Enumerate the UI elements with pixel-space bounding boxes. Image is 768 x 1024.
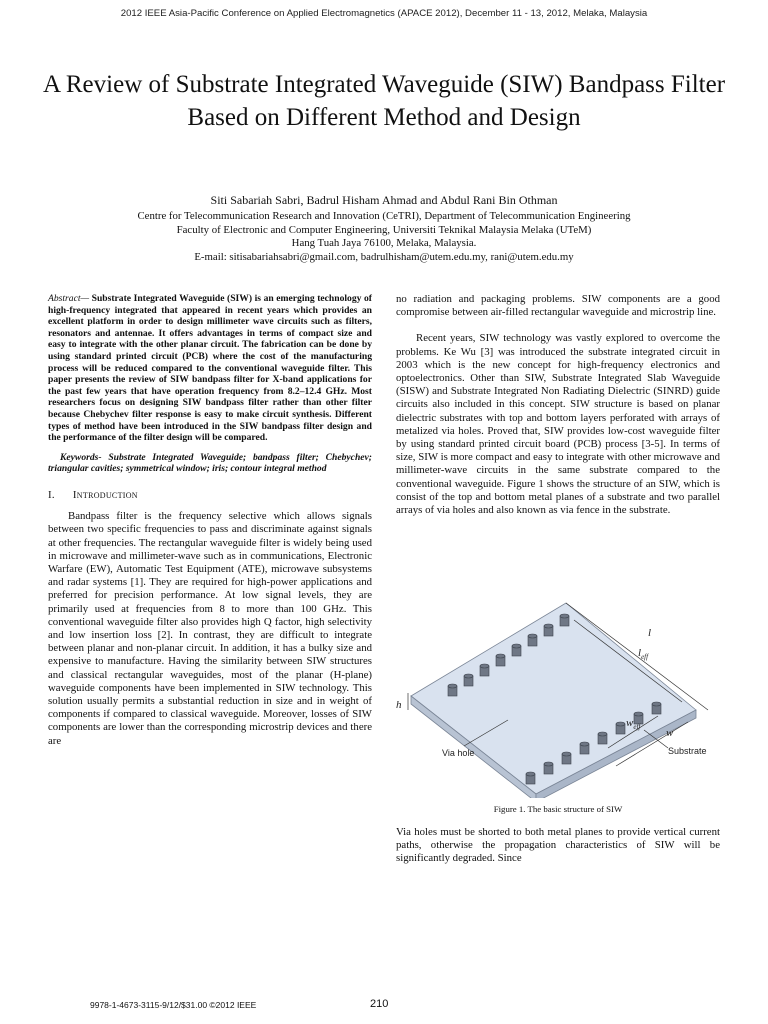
affiliation-line: Faculty of Electronic and Computer Engineering, Universiti Teknikal Malaysia Melaka (UTeM) — [176, 223, 592, 236]
effective-length-label: $l_{eff}$ — [638, 647, 649, 661]
paper-title: A Review of Substrate Integrated Waveguide (SIW) Bandpass Filter Based on Different Method and Design — [42, 71, 726, 131]
abstract-label: Abstract— — [48, 293, 90, 304]
affiliation-email: E-mail: sitisabariahsabri@gmail.com, badrulhisham@utem.edu.my, rani@utem.edu.my — [194, 250, 574, 263]
height-label: h — [396, 699, 402, 711]
figure-siw-structure — [396, 598, 720, 816]
abstract-text: Substrate Integrated Waveguide (SIW) is an emerging technology of high-frequency integrated that appeared in recent years which provides an excellent platform in order to design millimeter wave circuits such as filters, resonators and antennae. It offers advantages in terms of compact size and easy to integrate with the other planar circuit. The fabrication can be done by using standard printed circuit (PCB) where the cost of the manufacturing process will be reduced compared to the conventional waveguide filter. This paper presents the review of SIW bandpass filter for X-band applications for the past few years that have operation frequency from 8.2–12.4 GHz. Most researchers focus on designing SIW bandpass filter rather than other filter because Chebychev filter response is easy to make circuit synthesis. Different types of method have been introduced in the SIW bandpass filter design and the performance of the filter design will be compared. — [48, 293, 372, 444]
running-head: 2012 IEEE Asia-Pacific Conference on Applied Electromagnetics (APACE 2012), December 11 - 13, 2012, Melaka, Malaysia — [120, 8, 648, 19]
siw-diagram — [396, 598, 720, 798]
effective-width-label: $w_{eff}$ — [626, 717, 641, 731]
body-paragraph: Recent years, SIW technology was vastly explored to overcome the problems. Ke Wu [3] was introduced the substrate integrated circuit in 2003 which is the new concept for high-frequency electronics and optoelectronics. Other than SIW, Substrate Integrated Slab Waveguide (SISW) and Substrate Integrated Non Radiating Dielectric (SINRD) guide circuits also included in this concept. SIW structure is based on planar dielectric substrates with top and bottom layers perforated with arrays of metalized via holes. Proved that, SIW provides low-cost waveguide filter by using standard printed circuit board (PCB) process [3-5]. In terms of size, SIW is more compact and easy to integrate with other microwave and millimeter-wave circuits in the same substrate compared to the conventional waveguide. Figure 1 shows the structure of an SIW, which is consist of the top and bottom metal planes of a substrate and two parallel arrays of via holes and also known as via fence in the substrate. — [396, 332, 720, 517]
paper-authors: Siti Sabariah Sabri, Badrul Hisham Ahmad and Abdul Rani Bin Othman — [210, 193, 558, 207]
keywords: Keywords- Substrate Integrated Waveguide; bandpass filter; Chebychev; triangular cavities; symmetrical window; iris; contour integral method — [48, 451, 372, 475]
via-hole-label: Via hole — [442, 748, 475, 758]
substrate-label: Substrate — [668, 746, 707, 756]
affiliation-line: Hang Tuah Jaya 76100, Melaka, Malaysia. — [291, 237, 477, 249]
continuation-paragraph: no radiation and packaging problems. SIW components are a good compromise between air-filled rectangular waveguide and microstrip line. — [396, 293, 720, 319]
affiliation-line: Centre for Telecommunication Research and Innovation (CeTRI), Department of Telecommunication Engineering — [137, 210, 631, 222]
post-figure-text — [396, 826, 720, 866]
length-label: l — [648, 627, 652, 639]
section-number: I. — [48, 488, 55, 501]
page-number: 210 — [370, 998, 389, 1010]
width-label: w — [666, 727, 674, 739]
right-column — [396, 293, 720, 517]
intro-paragraph: Bandpass filter is the frequency selective which allows signals between two specific frequencies to pass and discriminate against signals at other frequencies. The rectangular waveguide filter is widely being used in microwave and millimeter-wave such as in communications, Electronic Warfare (EW), Automatic Test Equipment (ATE), microwave subsystems and radar systems [1]. They are required for high-power applications and preferred for precision performance. At low signal levels, they are primarily used at frequencies from 8 to more than 100 GHz. This conventional waveguide filter also provides high Q factor, high selectivity and low insertion loss [2]. In contrast, they are difficult to integrate between planar and non-planar circuit. In addition, it has a bulky size and expensive to manufacture. Having the similarity between SIW structures and classical rectangular waveguides, most of the planar (H-plane) waveguide components have been implemented in SIW technology. This solution usually permits a substantial reduction in size and in weight of components if compared to classical waveguide. Moreover, losses of SIW components are lower than the corresponding microstrip devices and there are — [48, 510, 372, 747]
body-paragraph: Via holes must be shorted to both metal planes to provide vertical current paths, otherwise the propagation characteristics of SIW will be significantly degraded. Since — [396, 826, 720, 865]
left-column — [48, 293, 372, 748]
figure-caption: Figure 1. The basic structure of SIW — [493, 804, 623, 814]
affiliation-block — [0, 210, 768, 264]
section-title: Introduction — [72, 488, 138, 501]
abstract — [48, 293, 372, 444]
section-heading — [48, 489, 372, 502]
footer-isbn: 9978-1-4673-3115-9/12/$31.00 ©2012 IEEE — [90, 1000, 257, 1010]
